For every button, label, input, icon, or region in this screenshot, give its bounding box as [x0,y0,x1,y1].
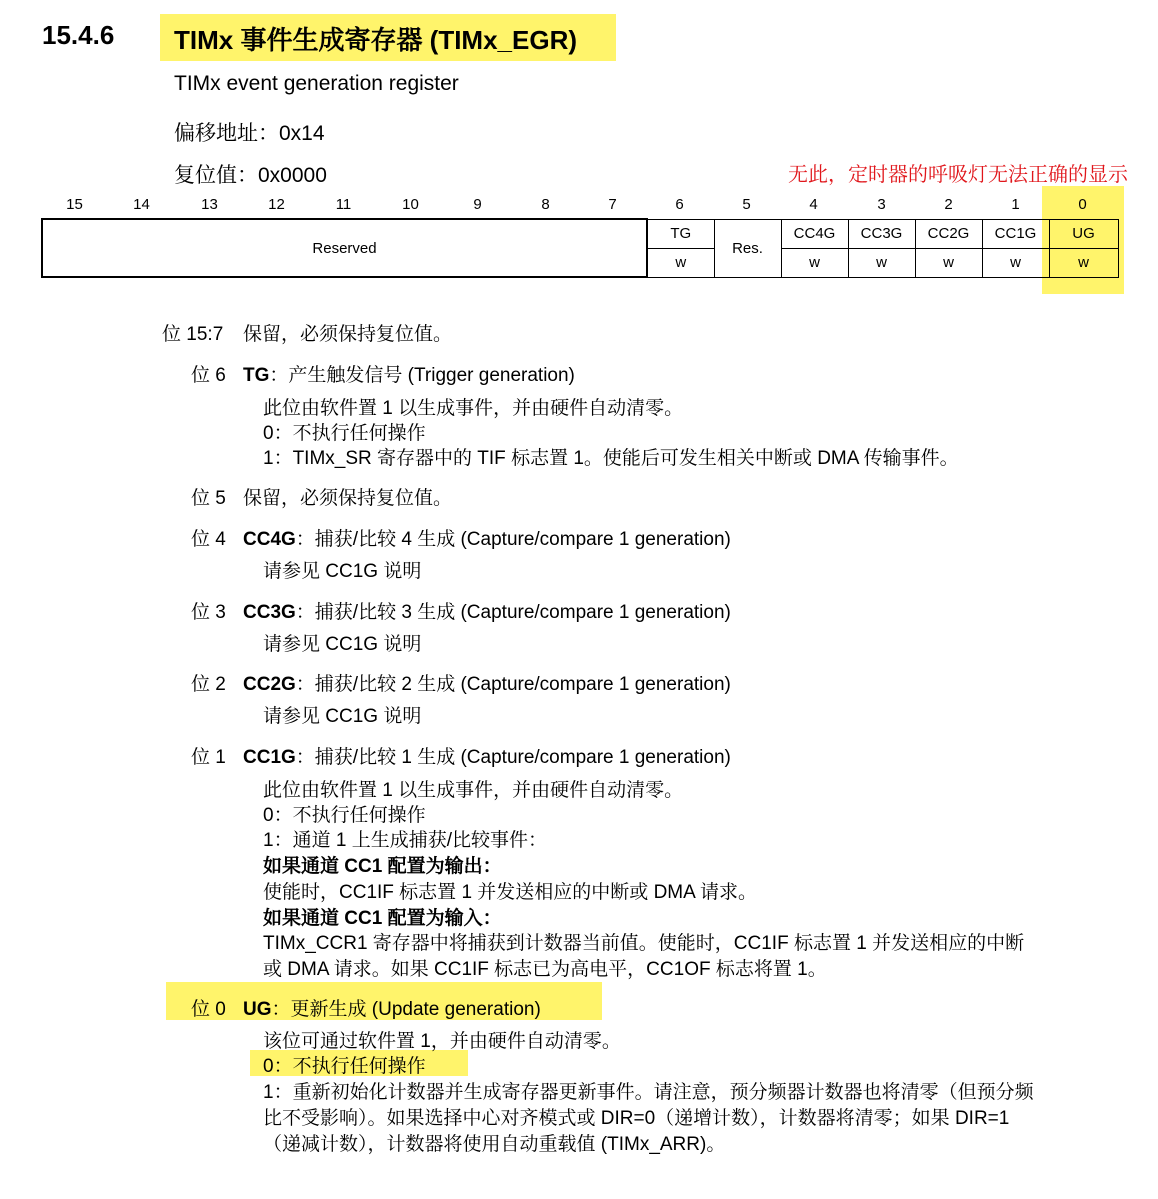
bit-number: 4 [809,196,818,213]
bit-number: 8 [541,196,550,213]
tg-field: TG [647,219,714,248]
bit-line: 1：通道 1 上生成捕获/比较事件： [263,830,547,851]
bit-label: 位 6 [191,365,226,386]
bit-line: 1：重新初始化计数器并生成寄存器更新事件。请注意，预分频器计数器也将清零（但预分频 [263,1082,1034,1103]
ug-field: UG [1049,219,1118,248]
tg-access: w [647,248,714,277]
bit-label: 位 2 [191,674,226,695]
bit-number: 3 [877,196,886,213]
bit-line: 此位由软件置 1 以生成事件，并由硬件自动清零。 [263,780,684,801]
register-bit-table [41,218,1119,278]
ug-access: w [1049,248,1118,277]
bit-title: CC1G：捕获/比较 1 生成 (Capture/compare 1 generation) [243,747,731,768]
bit-number: 10 [402,196,419,213]
bit-line: TIMx_CCR1 寄存器中将捕获到计数器当前值。使能时，CC1IF 标志置 1 并发送相应的中断 [263,933,1025,954]
bit-number: 6 [675,196,684,213]
bit-line-heading: 如果通道 CC1 配置为输出： [263,856,502,877]
bit-line: 请参见 CC1G 说明 [263,706,422,727]
bit-number: 15 [66,196,83,213]
bit-number: 5 [742,196,751,213]
cc4g-access: w [781,248,848,277]
bit-description: 保留，必须保持复位值。 [243,324,453,345]
res-field: Res. [714,219,781,277]
bit-label: 位 15:7 [162,324,224,345]
offset-address: 偏移地址：0x14 [174,122,325,145]
cc1g-access: w [982,248,1049,277]
bit-line: 0：不执行任何操作 [263,423,426,444]
bit-number: 1 [1011,196,1020,213]
bit-title: UG：更新生成 (Update generation) [243,999,541,1020]
bit-label: 位 3 [191,602,226,623]
cc3g-access: w [848,248,915,277]
bit-number: 2 [944,196,953,213]
bit-line: （递减计数），计数器将使用自动重载值 (TIMx_ARR)。 [263,1134,726,1155]
bit-line-heading: 如果通道 CC1 配置为输入： [263,908,502,929]
bit-number: 0 [1078,196,1087,213]
bit-label: 位 1 [191,747,226,768]
red-annotation: 无此，定时器的呼吸灯无法正确的显示 [788,162,1128,186]
register-subtitle: TIMx event generation register [174,72,459,95]
reset-value: 复位值：0x0000 [174,164,327,187]
bit-line: 1：TIMx_SR 寄存器中的 TIF 标志置 1。使能后可发生相关中断或 DMA 传输事件。 [263,448,959,469]
bit-title: CC3G：捕获/比较 3 生成 (Capture/compare 1 generation) [243,602,731,623]
bit-line: 该位可通过软件置 1，并由硬件自动清零。 [263,1031,621,1052]
bit-label: 位 0 [191,999,226,1020]
section-title: TIMx 事件生成寄存器 (TIMx_EGR) [174,25,578,55]
bit-line: 此位由软件置 1 以生成事件，并由硬件自动清零。 [263,398,684,419]
bit-title: CC2G：捕获/比较 2 生成 (Capture/compare 1 generation) [243,674,731,695]
bit-number: 11 [335,196,352,213]
bit-line: 比不受影响）。如果选择中心对齐模式或 DIR=0（递增计数），计数器将清零；如果 DIR=1 [263,1108,1010,1129]
bit-label: 位 5 [191,488,226,509]
bit-title: CC4G：捕获/比较 4 生成 (Capture/compare 1 generation) [243,529,731,550]
cc1g-field: CC1G [982,219,1049,248]
reserved-field: Reserved [42,219,647,277]
bit-title: TG：产生触发信号 (Trigger generation) [243,365,575,386]
bit-line: 0：不执行任何操作 [263,805,426,826]
cc3g-field: CC3G [848,219,915,248]
cc2g-access: w [915,248,982,277]
bit-number: 9 [473,196,482,213]
bit-number: 13 [201,196,218,213]
bit-number: 12 [268,196,285,213]
cc2g-field: CC2G [915,219,982,248]
bit-number: 14 [133,196,150,213]
bit-line: 请参见 CC1G 说明 [263,634,422,655]
bit-line: 使能时，CC1IF 标志置 1 并发送相应的中断或 DMA 请求。 [263,882,758,903]
bit-label: 位 4 [191,529,226,550]
bit-number: 7 [608,196,617,213]
section-number: 15.4.6 [42,20,115,50]
bit-line: 请参见 CC1G 说明 [263,561,422,582]
bit-line: 或 DMA 请求。如果 CC1IF 标志已为高电平，CC1OF 标志将置 1。 [263,959,827,980]
bit-description: 保留，必须保持复位值。 [243,488,453,509]
bit-line: 0：不执行任何操作 [263,1056,426,1077]
cc4g-field: CC4G [781,219,848,248]
